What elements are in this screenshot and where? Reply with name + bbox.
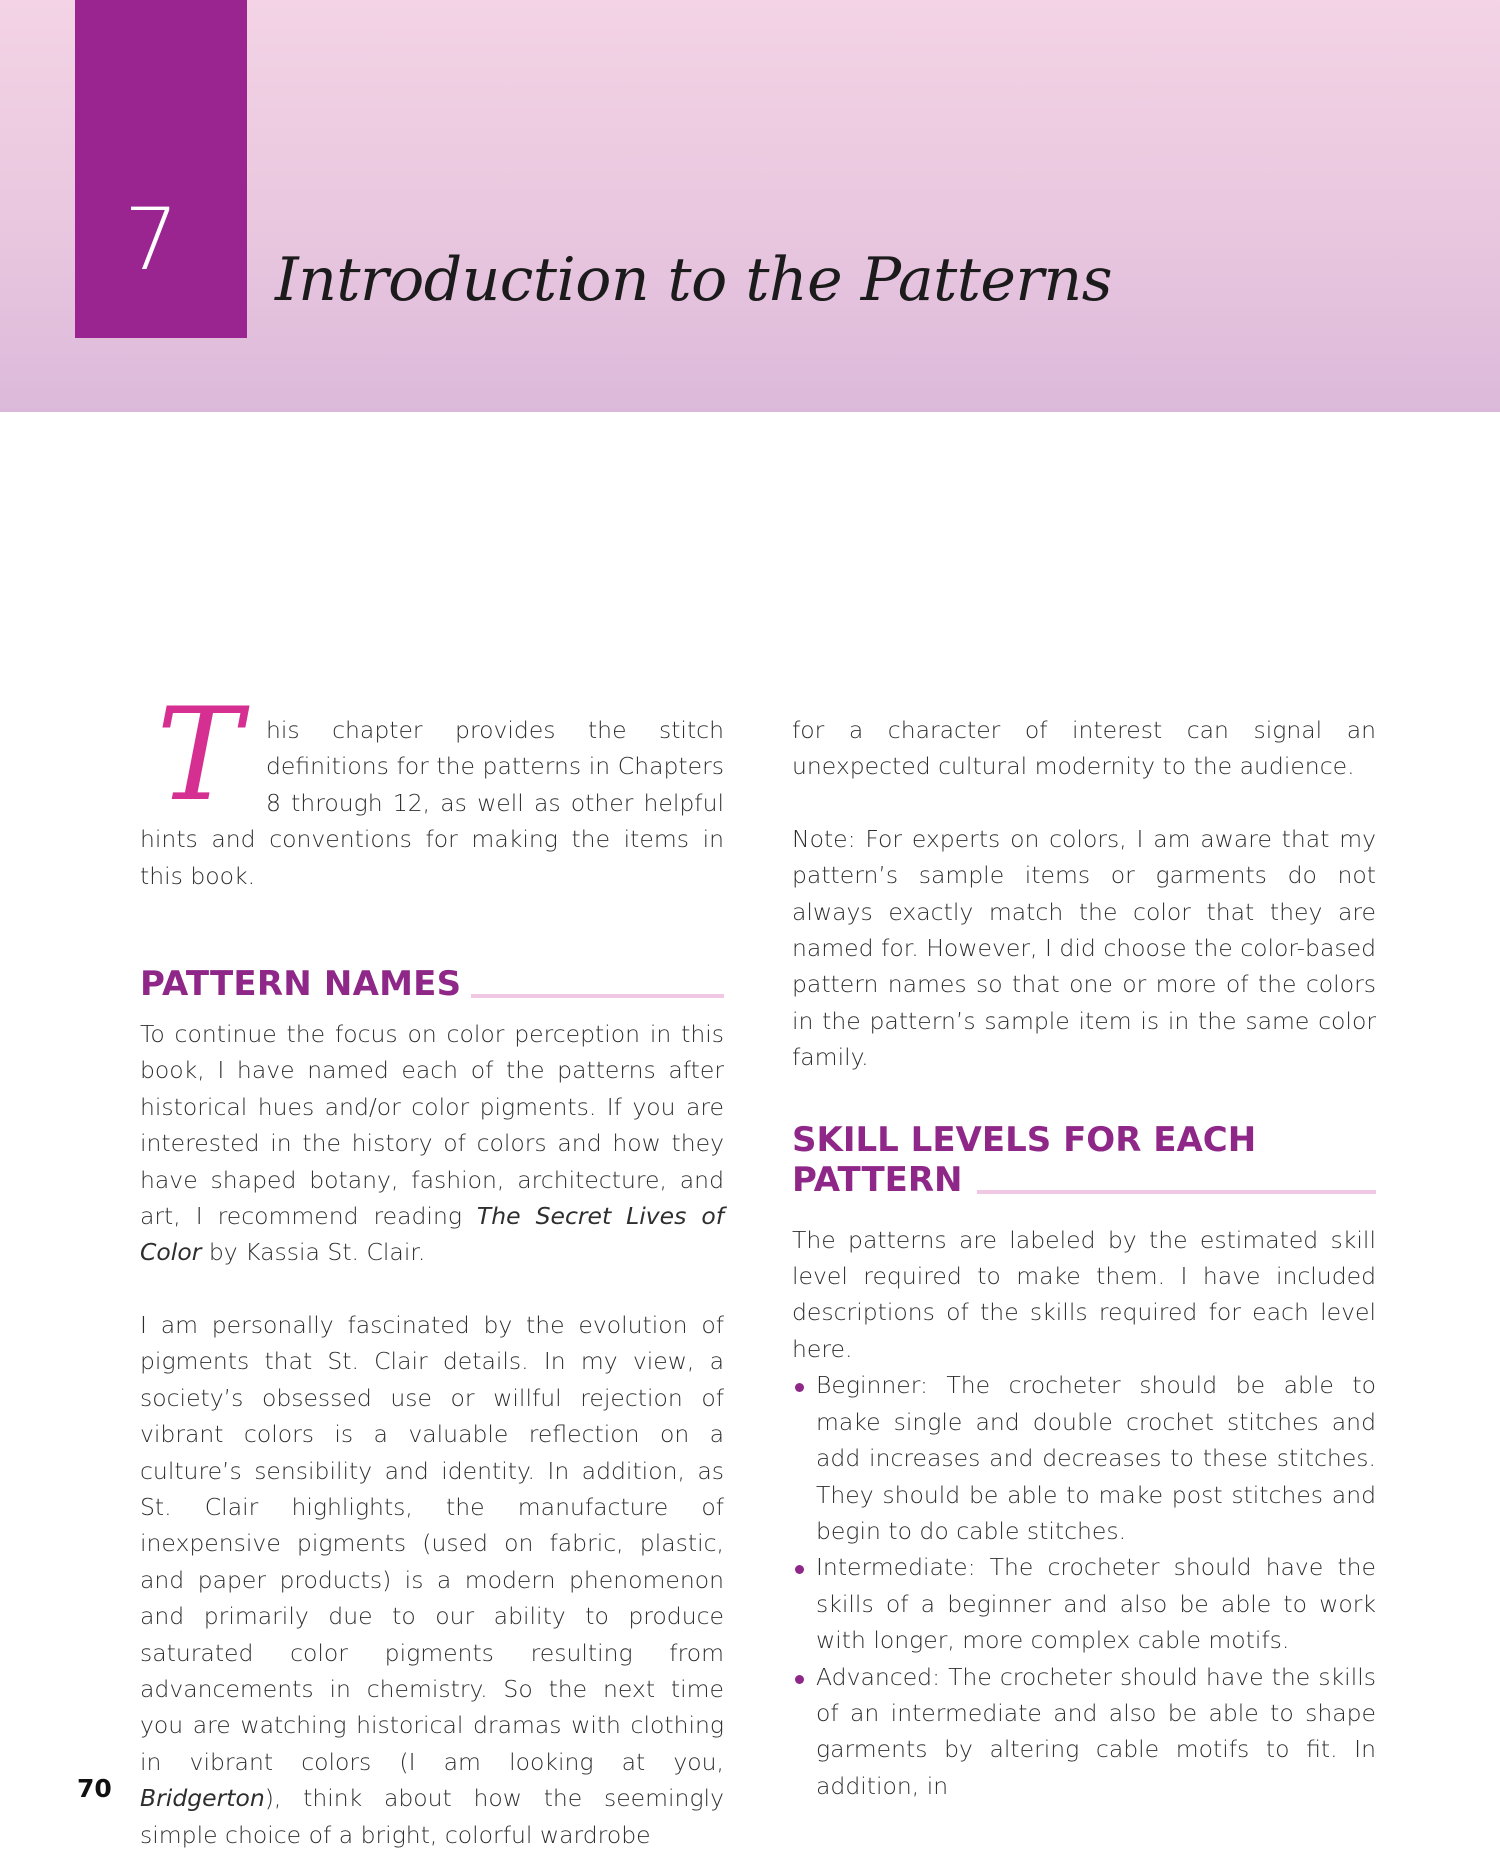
- colors-note-paragraph: Note: For experts on colors, I am aware that my pattern’s sample items or garments do not always exactly match the color that they are named for. However, I did choose the color-based pattern names so that one or more of the colors in the pattern’s sample item is in the same color family.: [792, 824, 1376, 1072]
- book-title: The Secret Lives of Color: [140, 1202, 724, 1267]
- text-run: To continue the focus on color perception in this book, I have named each of the patterns after historical hues and/or color pigments. If you are interested in the history of colors and how they have shaped botany, fashion, architecture, and art, I recommend reading: [140, 1020, 724, 1231]
- skill-levels-heading-line-2: PATTERN: [792, 1159, 963, 1200]
- pattern-names-paragraph-2-continued: for a character of interest can signal an unexpected cultural modernity to the audience.: [792, 716, 1376, 781]
- list-item: Intermediate: The crocheter should have the skills of a beginner and also be able to work with longer, more complex cable motifs.: [792, 1549, 1376, 1658]
- heading-rule: [471, 994, 724, 998]
- pattern-names-paragraph-1: [140, 1016, 724, 1271]
- skill-levels-heading-line-2-wrap: [792, 1160, 1376, 1200]
- chapter-title: Introduction to the Patterns: [275, 245, 1112, 315]
- text-run: I am personally fascinated by the evolution of pigments that St. Clair details. In my view, a society’s obsessed use or willful rejection of vibrant colors is a valuable reflection on a culture’s sensibility and identity. In addition, as St. Clair highlights, the manufacture of inexpensive pigments (used on fabric, plastic, and paper products) is a modern phenomenon and primarily due to our ability to produce saturated color pigments resulting from advancements in chemistry. So the next time you are watching historical dramas with clothing in vibrant colors (I am looking at you,: [140, 1310, 724, 1776]
- left-column: [140, 681, 724, 1853]
- skill-levels-list: [792, 1367, 1376, 1804]
- pattern-names-heading: [140, 964, 724, 1004]
- intro-paragraph-block: [140, 681, 724, 894]
- drop-cap: T: [156, 681, 242, 830]
- pattern-names-heading-text: PATTERN NAMES: [140, 964, 462, 1005]
- heading-rule: [977, 1190, 1377, 1194]
- show-title: Bridgerton: [140, 1784, 265, 1813]
- pattern-names-paragraph-2: [140, 1307, 724, 1853]
- text-run: ), think about how the seemingly simple choice of a bright, colorful wardrobe: [140, 1784, 724, 1849]
- skill-levels-heading-line-1: SKILL LEVELS FOR EACH: [792, 1119, 1257, 1160]
- text-run: by Kassia St. Clair.: [201, 1238, 426, 1267]
- intro-paragraph: his chapter provides the stitch definitions for the patterns in Chapters 8 through 12, as well as other helpful hints and conventions for making the items in this book.: [140, 716, 724, 890]
- list-item: Beginner: The crocheter should be able to make single and double crochet stitches and add increases and decreases to these stitches. They should be able to make post stitches and begin to do cable stitches.: [792, 1367, 1376, 1549]
- right-column: [792, 712, 1376, 1804]
- skill-levels-intro: The patterns are labeled by the estimated skill level required to make them. I have included descriptions of the skills required for each level here.: [792, 1225, 1376, 1363]
- page-number: 70: [77, 1774, 112, 1803]
- chapter-number: 7: [124, 190, 179, 290]
- skill-levels-heading: [792, 1120, 1376, 1200]
- list-item: Advanced: The crocheter should have the skills of an intermediate and also be able to shape garments by altering cable motifs to fit. In addition, in: [792, 1659, 1376, 1805]
